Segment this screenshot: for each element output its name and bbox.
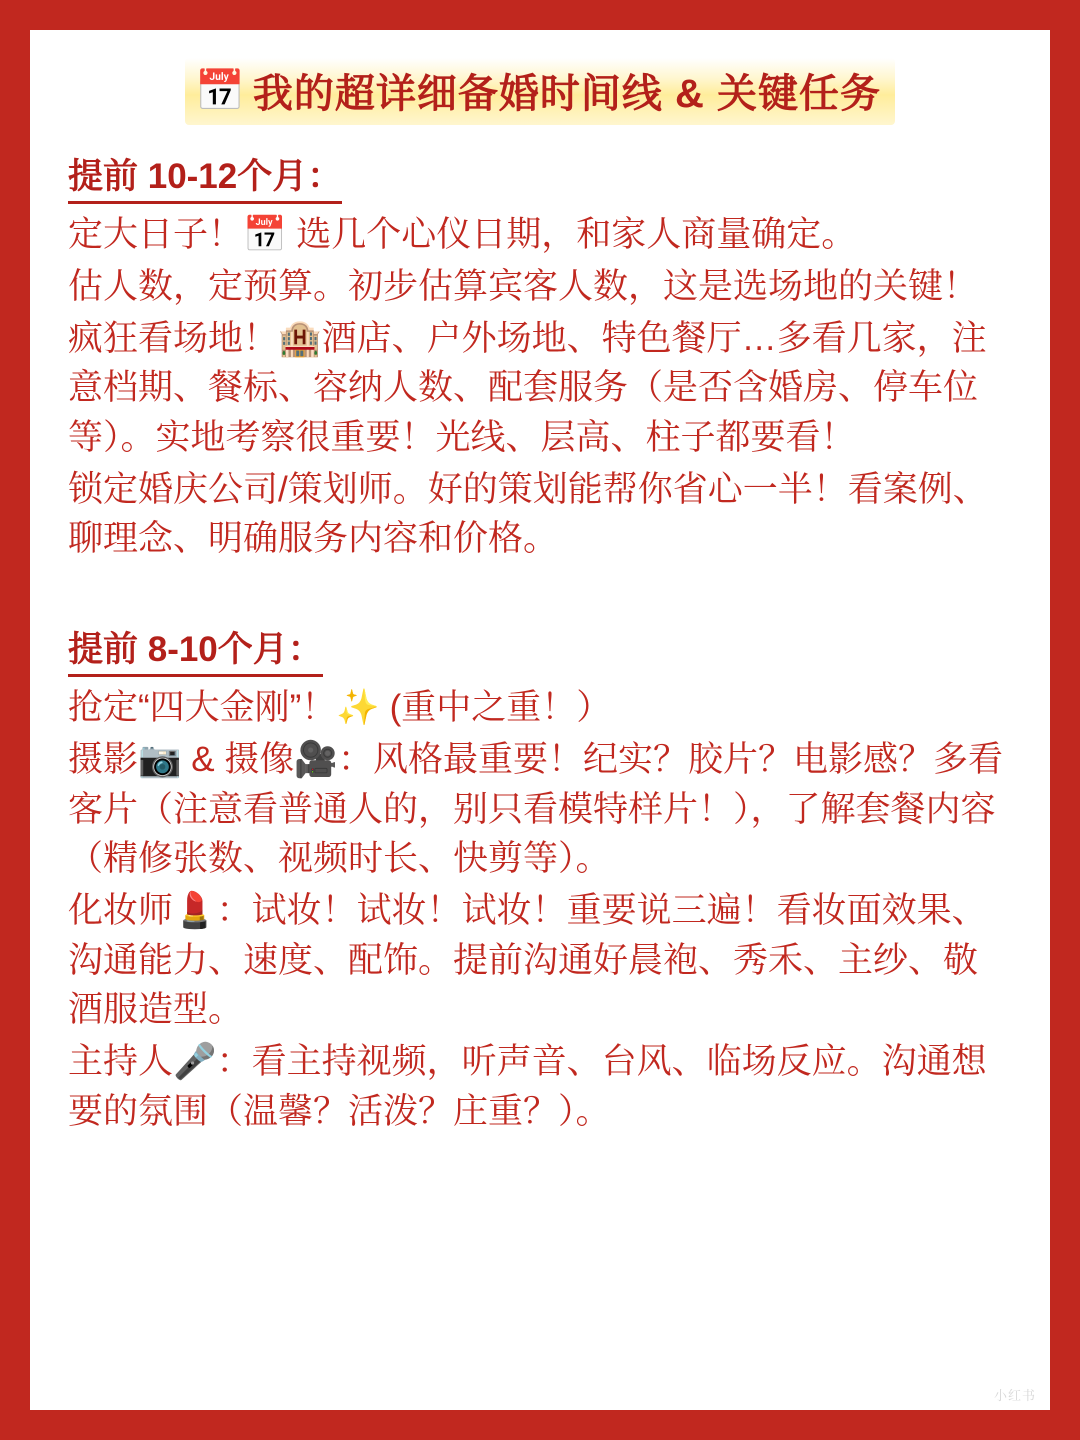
section-divider-space (68, 570, 1012, 616)
section-10-12-months (68, 143, 1012, 564)
section-paragraph: 锁定婚庆公司/策划师。好的策划能帮你省心一半！看案例、聊理念、明确服务内容和价格。 (68, 469, 988, 559)
calendar-icon: 📅 (195, 68, 245, 113)
page-title: 我的超详细备婚时间线 & 关键任务 (252, 72, 881, 116)
section-heading: 提前 8-10个月： (68, 626, 323, 677)
section-paragraph: 摄影📷 & 摄像🎥：风格最重要！纪实？胶片？电影感？多看客片（注意看普通人的，别只看模特样片！），了解套餐内容（精修张数、视频时长、快剪等）。 (68, 740, 1003, 879)
section-8-10-months (68, 616, 1012, 1136)
section-paragraph: 主持人🎤：看主持视频，听声音、台风、临场反应。沟通想要的氛围（温馨？活泼？庄重？）。 (68, 1042, 987, 1131)
section-paragraph: 抢定“四大金刚”！✨ (重中之重！） (68, 688, 612, 728)
watermark: 小红书 (993, 1388, 1036, 1403)
section-paragraph: 化妆师💄：试妆！试妆！试妆！重要说三遍！看妆面效果、沟通能力、速度、配饰。提前沟通好晨袍、秀禾、主纱、敬酒服造型。 (68, 891, 987, 1030)
title-highlight (185, 58, 895, 125)
section-heading: 提前 10-12个月： (68, 153, 342, 204)
section-paragraph: 定大日子！📅 选几个心仪日期，和家人商量确定。 (68, 215, 857, 255)
section-paragraph: 估人数，定预算。初步估算宾客人数，这是选场地的关键！ (68, 266, 979, 306)
section-paragraph: 疯狂看场地！🏨酒店、户外场地、特色餐厅…多看几家，注意档期、餐标、容纳人数、配套服务（是否含婚房、停车位等）。实地考察很重要！光线、层高、柱子都要看！ (68, 318, 987, 457)
note-card (30, 30, 1050, 1410)
title-row (68, 58, 1012, 125)
